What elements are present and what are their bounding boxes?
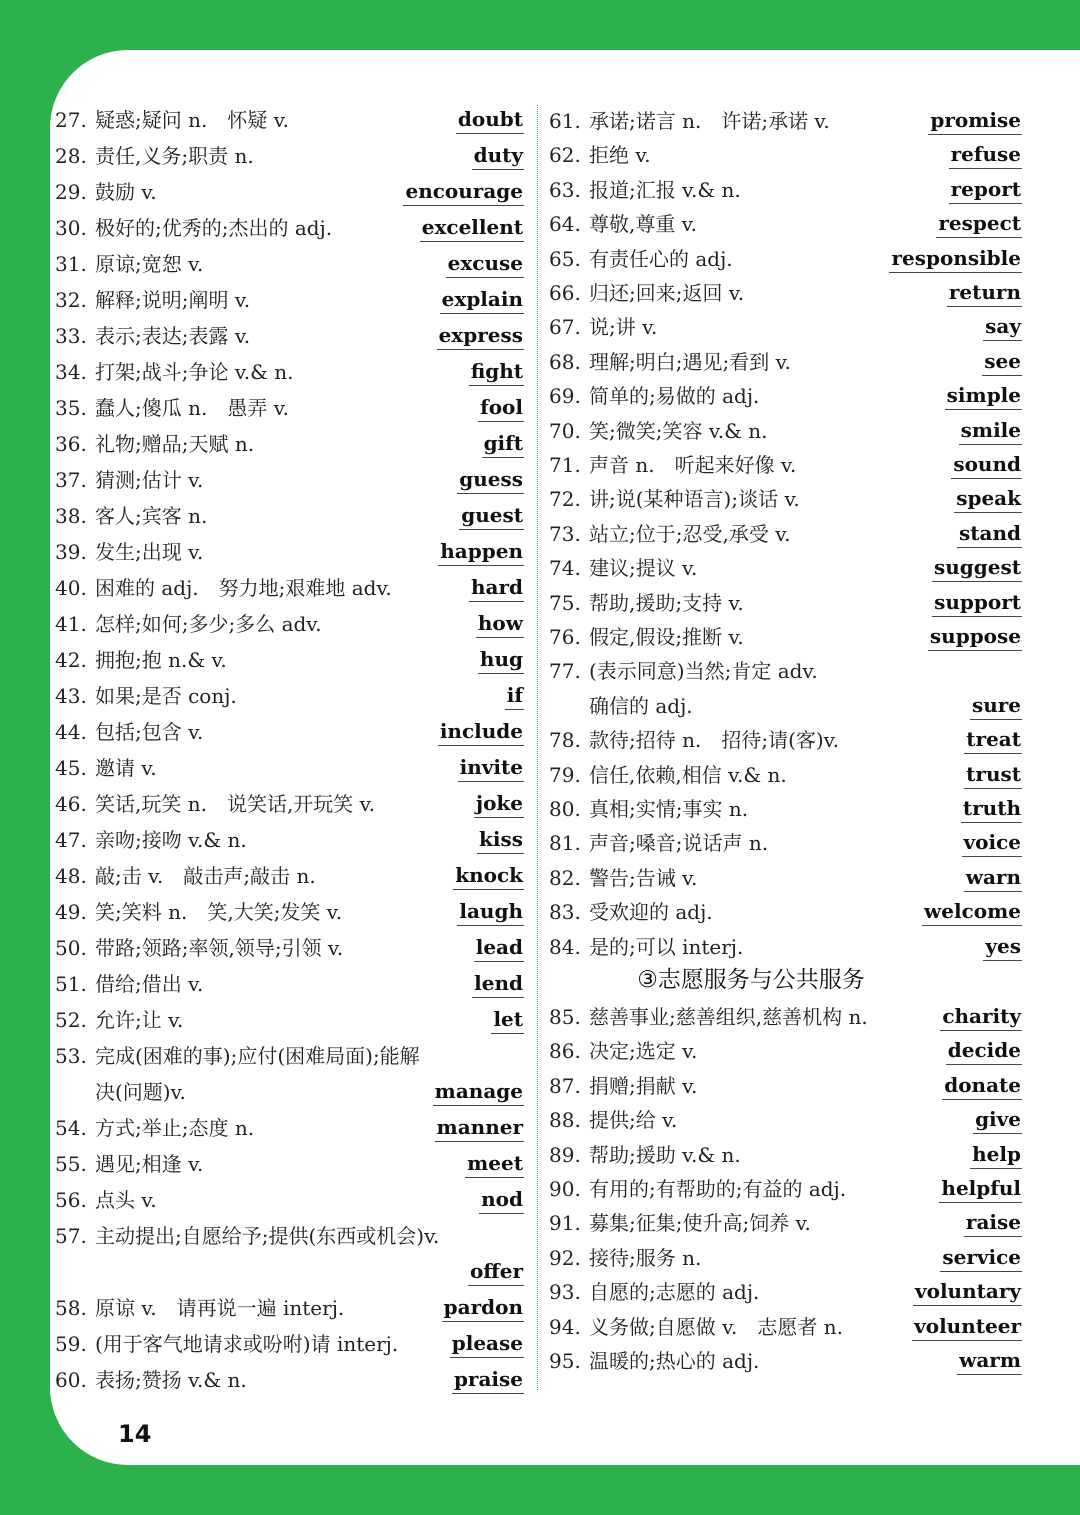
entry-answer: lead (474, 933, 524, 962)
vocab-entry (55, 1113, 524, 1147)
entry-number: 29. (55, 180, 87, 204)
entry-definition: 拥抱;抱 n.& v. (95, 648, 227, 672)
entry-answer: responsible (889, 244, 1022, 273)
entry-number: 37. (55, 468, 87, 492)
entry-answer: warm (957, 1346, 1022, 1375)
entry-answer: charity (940, 1002, 1022, 1031)
entry-answer: suppose (928, 622, 1022, 651)
entry-number: 82. (549, 865, 581, 890)
entry-definition: 报道;汇报 v.& n. (589, 177, 741, 202)
entry-number: 94. (549, 1314, 581, 1339)
entry-definition: 尊敬,尊重 v. (589, 212, 697, 237)
entry-number: 42. (55, 648, 87, 672)
entry-answer: refuse (949, 140, 1022, 169)
vocab-entry (549, 312, 1022, 346)
entry-answer: helpful (939, 1174, 1022, 1203)
entry-answer: meet (465, 1149, 524, 1178)
vocab-entry (55, 1149, 524, 1183)
entry-answer: raise (964, 1208, 1022, 1237)
entry-answer: knock (453, 861, 524, 890)
entry-definition: 笑话,玩笑 n. 说笑话,开玩笑 v. (95, 792, 375, 816)
entry-number: 80. (549, 797, 581, 821)
entry-answer: welcome (922, 897, 1022, 926)
vocab-entry (549, 932, 1022, 966)
vocab-entry (549, 794, 1022, 828)
vocab-entry (55, 1185, 524, 1219)
entry-number: 43. (55, 684, 87, 708)
vocab-entry (55, 537, 524, 571)
vocab-entry (55, 897, 524, 931)
vocab-entry (55, 681, 524, 715)
entry-definition: 是的;可以 interj. (589, 934, 744, 959)
entry-number: 53. (55, 1044, 87, 1068)
entry-number: 45. (55, 756, 87, 780)
vocab-entry (549, 1312, 1022, 1346)
entry-definition: 提供;给 v. (589, 1108, 678, 1133)
vocab-entry (549, 1243, 1022, 1277)
entry-number: 55. (55, 1152, 87, 1176)
vocab-entry (549, 1071, 1022, 1105)
entry-answer: include (438, 717, 524, 746)
vocab-entry (549, 450, 1022, 484)
entry-number: 84. (549, 934, 581, 959)
entry-answer: if (505, 681, 524, 710)
entry-number: 88. (549, 1108, 581, 1133)
vocab-entry (55, 609, 524, 643)
entry-answer: doubt (456, 105, 524, 134)
entry-definition: 怎样;如何;多少;多么 adv. (95, 612, 322, 636)
entry-definition: 假定,假设;推断 v. (589, 625, 744, 649)
entry-answer: encourage (403, 177, 524, 206)
entry-definition: 归还;回来;返回 v. (589, 281, 745, 305)
vocab-entry (55, 1365, 524, 1399)
entry-number: 78. (549, 728, 581, 753)
entry-answer: fight (469, 357, 524, 386)
entry-number: 92. (549, 1245, 581, 1270)
entry-definition: 简单的;易做的 adj. (589, 384, 760, 409)
entry-answer: excuse (446, 249, 524, 278)
entry-number: 51. (55, 972, 87, 996)
entry-definition: 说;讲 v. (589, 315, 658, 340)
vocab-entry (549, 381, 1022, 415)
entry-definition: 带路;领路;率领,领导;引领 v. (95, 936, 344, 960)
entry-definition: 拒绝 v. (589, 143, 651, 168)
vocab-entry (549, 416, 1022, 450)
entry-answer: decide (946, 1036, 1022, 1065)
vocab-entry (549, 209, 1022, 243)
entry-definition: 理解;明白;遇见;看到 v. (589, 349, 791, 374)
entry-definition: 帮助,援助;支持 v. (589, 590, 744, 615)
entry-number: 95. (549, 1349, 581, 1373)
vocab-entry (55, 825, 524, 859)
entry-number: 30. (55, 216, 87, 240)
entry-answer: guest (459, 501, 524, 530)
entry-number: 52. (55, 1008, 87, 1032)
vocab-entry (55, 501, 524, 535)
entry-number: 65. (549, 246, 581, 271)
entry-answer: nod (479, 1185, 524, 1214)
vocab-entry (55, 645, 524, 679)
entry-answer: suggest (932, 553, 1022, 582)
entry-definition: 讲;说(某种语言);谈话 v. (589, 487, 800, 512)
vocab-entry (549, 1277, 1022, 1311)
entry-definition: 款待;招待 n. 招待;请(客)v. (589, 728, 839, 753)
entry-definition: 表扬;赞扬 v.& n. (95, 1368, 247, 1392)
vocab-entry (55, 1005, 524, 1039)
entry-definition: 允许;让 v. (95, 1008, 184, 1032)
entry-definition: 站立;位于;忍受,承受 v. (589, 521, 791, 546)
entry-answer: truth (961, 794, 1022, 823)
entry-definition: 自愿的;志愿的 adj. (589, 1280, 760, 1305)
entry-definition: 点头 v. (95, 1188, 157, 1212)
entry-number: 35. (55, 396, 87, 420)
entry-number: 28. (55, 144, 87, 168)
entry-answer: donate (942, 1071, 1022, 1100)
vocab-entry (549, 828, 1022, 862)
entry-number: 91. (549, 1211, 581, 1236)
entry-definition: 困难的 adj. 努力地;艰难地 adv. (95, 576, 392, 600)
entry-number: 34. (55, 360, 87, 384)
entry-number: 70. (549, 418, 581, 443)
entry-answer: explain (440, 285, 524, 314)
entry-number: 77. (549, 659, 581, 684)
entry-number: 49. (55, 900, 87, 924)
entry-number: 67. (549, 315, 581, 340)
entry-definition: 笑;微笑;笑容 v.& n. (589, 418, 768, 443)
entry-number: 48. (55, 864, 87, 888)
entry-definition: 如果;是否 conj. (95, 684, 237, 708)
entry-definition: (表示同意)当然;肯定 adv. (589, 659, 818, 684)
entry-answer: help (970, 1140, 1022, 1169)
entry-definition: 笑;笑料 n. 笑,大笑;发笑 v. (95, 900, 343, 924)
entry-answer: hard (469, 573, 524, 602)
vocab-entry (549, 725, 1022, 759)
entry-definition: 主动提出;自愿给予;提供(东西或机会)v. (95, 1224, 440, 1248)
vocab-entry (549, 175, 1022, 209)
vocab-entry (55, 861, 524, 895)
entry-answer: volunteer (912, 1312, 1022, 1341)
vocab-entry (55, 177, 524, 211)
vocab-entry (55, 789, 524, 823)
entry-answer: voluntary (913, 1277, 1022, 1306)
vocab-entry (549, 553, 1022, 587)
entry-answer: stand (957, 519, 1022, 548)
entry-definition: 真相;实情;事实 n. (589, 797, 749, 821)
vocab-entry (549, 1174, 1022, 1208)
entry-number: 38. (55, 504, 87, 528)
entry-answer: manner (435, 1113, 524, 1142)
entry-number: 40. (55, 576, 87, 600)
vocab-entry (549, 484, 1022, 518)
vocab-entry (55, 429, 524, 463)
entry-definition: 原谅 v. 请再说一遍 interj. (95, 1296, 345, 1320)
entry-number: 54. (55, 1116, 87, 1140)
entry-definition: 原谅;宽恕 v. (95, 252, 204, 276)
entry-definition: 解释;说明;阐明 v. (95, 288, 251, 312)
entry-answer: fool (478, 393, 524, 422)
entry-number: 68. (549, 349, 581, 374)
entry-definition: 责任,义务;职责 n. (95, 144, 254, 168)
vocab-entry (549, 347, 1022, 381)
vocab-entry (549, 897, 1022, 931)
entry-answer: warn (964, 863, 1022, 892)
entry-number: 60. (55, 1368, 87, 1392)
vocab-entry (55, 393, 524, 427)
entry-answer: happen (438, 537, 524, 566)
entry-definition: 警告;告诫 v. (589, 865, 698, 890)
entry-definition: (用于客气地请求或吩咐)请 interj. (95, 1332, 399, 1356)
vocab-entry (55, 321, 524, 355)
entry-definition: 完成(困难的事);应付(困难局面);能解 (95, 1044, 420, 1068)
entry-answer: trust (964, 760, 1022, 789)
vocab-entry (55, 573, 524, 607)
entry-definition-continued: 确信的 adj. (589, 693, 693, 718)
entry-number: 74. (549, 556, 581, 581)
entry-number: 33. (55, 324, 87, 348)
vocab-entry (55, 1041, 524, 1104)
entry-number: 31. (55, 252, 87, 276)
entry-answer: give (973, 1105, 1022, 1134)
entry-number: 79. (549, 762, 581, 787)
entry-answer: voice (962, 828, 1022, 857)
entry-definition: 蠢人;傻瓜 n. 愚弄 v. (95, 396, 289, 420)
entry-number: 50. (55, 936, 87, 960)
entry-answer: express (437, 321, 524, 350)
entry-answer: see (982, 347, 1022, 376)
vocab-entry (549, 106, 1022, 140)
entry-number: 86. (549, 1039, 581, 1064)
entry-definition: 邀请 v. (95, 756, 157, 780)
entry-answer: pardon (442, 1293, 524, 1322)
entry-number: 32. (55, 288, 87, 312)
entry-definition: 方式;举止;态度 n. (95, 1116, 255, 1140)
vocab-entry (55, 141, 524, 175)
vocab-entry (55, 717, 524, 751)
entry-number: 71. (549, 453, 581, 477)
vocab-entry (549, 1036, 1022, 1070)
entry-number: 27. (55, 108, 87, 132)
entry-number: 89. (549, 1142, 581, 1167)
entry-number: 72. (549, 487, 581, 512)
entry-number: 39. (55, 540, 87, 564)
entry-number: 58. (55, 1296, 87, 1320)
entry-definition: 信任,依赖,相信 v.& n. (589, 762, 787, 787)
vocab-entry (549, 760, 1022, 794)
entry-answer: smile (959, 416, 1022, 445)
page-number: 14 (118, 1420, 152, 1448)
entry-number: 36. (55, 432, 87, 456)
entry-answer: kiss (477, 825, 524, 854)
entry-number: 56. (55, 1188, 87, 1212)
entry-definition: 义务做;自愿做 v. 志愿者 n. (589, 1314, 843, 1339)
vocab-entry (55, 969, 524, 1003)
entry-number: 66. (549, 281, 581, 305)
vocab-entry (549, 1140, 1022, 1174)
entry-definition: 发生;出现 v. (95, 540, 204, 564)
entry-answer: speak (954, 484, 1022, 513)
entry-number: 76. (549, 625, 581, 649)
entry-answer: please (450, 1329, 524, 1358)
entry-definition: 鼓励 v. (95, 180, 157, 204)
entry-definition: 有责任心的 adj. (589, 246, 733, 271)
entry-definition: 慈善事业;慈善组织,慈善机构 n. (589, 1005, 868, 1029)
entry-definition: 有用的;有帮助的;有益的 adj. (589, 1177, 847, 1201)
entry-answer: report (949, 175, 1022, 204)
entry-definition: 决定;选定 v. (589, 1039, 698, 1064)
entry-answer: laugh (457, 897, 524, 926)
vocab-entry (55, 753, 524, 787)
vocab-entry (549, 1346, 1022, 1380)
entry-definition: 声音;嗓音;说话声 n. (589, 831, 769, 856)
entry-definition: 受欢迎的 adj. (589, 900, 713, 925)
vocab-entry (549, 1208, 1022, 1242)
entry-number: 93. (549, 1280, 581, 1305)
entry-definition: 声音 n. 听起来好像 v. (589, 453, 797, 477)
entry-definition: 帮助;援助 v.& n. (589, 1142, 741, 1167)
vocab-entry (549, 1105, 1022, 1139)
entry-definition: 猜测;估计 v. (95, 468, 204, 492)
entry-answer: hug (478, 645, 524, 674)
entry-answer: offer (468, 1257, 524, 1286)
entry-definition: 疑惑;疑问 n. 怀疑 v. (95, 108, 289, 132)
entry-answer: sure (970, 691, 1022, 720)
entry-answer: let (491, 1005, 524, 1034)
entry-answer: manage (433, 1077, 524, 1106)
entry-definition: 募集;征集;使升高;饲养 v. (589, 1211, 811, 1236)
entry-answer: sound (951, 450, 1022, 479)
entry-definition: 极好的;优秀的;杰出的 adj. (95, 216, 333, 240)
entry-definition: 表示;表达;表露 v. (95, 324, 251, 348)
entry-number: 44. (55, 720, 87, 744)
entry-definition: 亲吻;接吻 v.& n. (95, 828, 247, 852)
vocab-entry (55, 1329, 524, 1363)
entry-answer: say (983, 312, 1022, 341)
entry-definition: 遇见;相逢 v. (95, 1152, 204, 1176)
entry-definition: 打架;战斗;争论 v.& n. (95, 360, 294, 384)
vocab-entry (55, 249, 524, 283)
entry-answer: respect (936, 209, 1022, 238)
vocab-entry (549, 140, 1022, 174)
entry-number: 59. (55, 1332, 87, 1356)
vocab-entry (549, 244, 1022, 278)
column-divider (537, 105, 538, 1390)
entry-number: 41. (55, 612, 87, 636)
entry-number: 61. (549, 109, 581, 133)
entry-number: 46. (55, 792, 87, 816)
entry-answer: simple (945, 381, 1022, 410)
entry-definition: 接待;服务 n. (589, 1245, 702, 1270)
entry-number: 73. (549, 521, 581, 546)
entry-definition: 温暖的;热心的 adj. (589, 1349, 760, 1373)
entry-answer: gift (482, 429, 524, 458)
entry-definition: 敲;击 v. 敲击声;敲击 n. (95, 864, 316, 888)
entry-answer: invite (458, 753, 524, 782)
vocab-entry (55, 285, 524, 319)
vocab-entry (55, 213, 524, 247)
entry-definition-continued: 决(问题)v. (95, 1080, 186, 1104)
entry-number: 69. (549, 384, 581, 409)
vocab-entry (55, 357, 524, 391)
vocab-entry (549, 278, 1022, 312)
entry-answer: yes (983, 932, 1022, 961)
vocab-entry (55, 1221, 524, 1283)
vocab-entry (549, 622, 1022, 656)
entry-number: 75. (549, 590, 581, 615)
entry-definition: 借给;借出 v. (95, 972, 204, 996)
entry-definition: 承诺;诺言 n. 许诺;承诺 v. (589, 109, 830, 133)
vocab-entry (549, 656, 1022, 718)
entry-answer: service (940, 1243, 1022, 1272)
entry-answer: treat (964, 725, 1022, 754)
entry-number: 87. (549, 1073, 581, 1098)
entry-number: 62. (549, 143, 581, 168)
entry-answer: joke (474, 789, 524, 818)
entry-definition: 礼物;赠品;天赋 n. (95, 432, 255, 456)
entry-answer: excellent (420, 213, 524, 242)
entry-answer: guess (457, 465, 524, 494)
entry-answer: praise (452, 1365, 524, 1394)
entry-answer: support (932, 588, 1022, 617)
entry-definition: 包括;包含 v. (95, 720, 204, 744)
vocab-entry (549, 519, 1022, 553)
entry-definition: 建议;提议 v. (589, 556, 698, 581)
section-title: ③志愿服务与公共服务 (637, 967, 865, 993)
entry-number: 63. (549, 177, 581, 202)
vocab-entry (55, 933, 524, 967)
entry-answer: promise (928, 106, 1022, 135)
vocab-entry (55, 465, 524, 499)
entry-number: 85. (549, 1005, 581, 1029)
entry-number: 83. (549, 900, 581, 925)
entry-answer: lend (472, 969, 524, 998)
entry-number: 90. (549, 1177, 581, 1201)
vocab-entry (549, 1002, 1022, 1036)
entry-answer: duty (472, 141, 524, 170)
entry-number: 57. (55, 1224, 87, 1248)
entry-number: 64. (549, 212, 581, 237)
entry-definition: 客人;宾客 n. (95, 504, 208, 528)
entry-number: 81. (549, 831, 581, 856)
vocab-entry (55, 105, 524, 139)
entry-number: 47. (55, 828, 87, 852)
entry-answer: return (947, 278, 1022, 307)
vocab-entry (549, 863, 1022, 897)
entry-definition: 捐赠;捐献 v. (589, 1073, 698, 1098)
vocab-entry (549, 588, 1022, 622)
vocab-entry (55, 1293, 524, 1327)
entry-answer: how (476, 609, 524, 638)
